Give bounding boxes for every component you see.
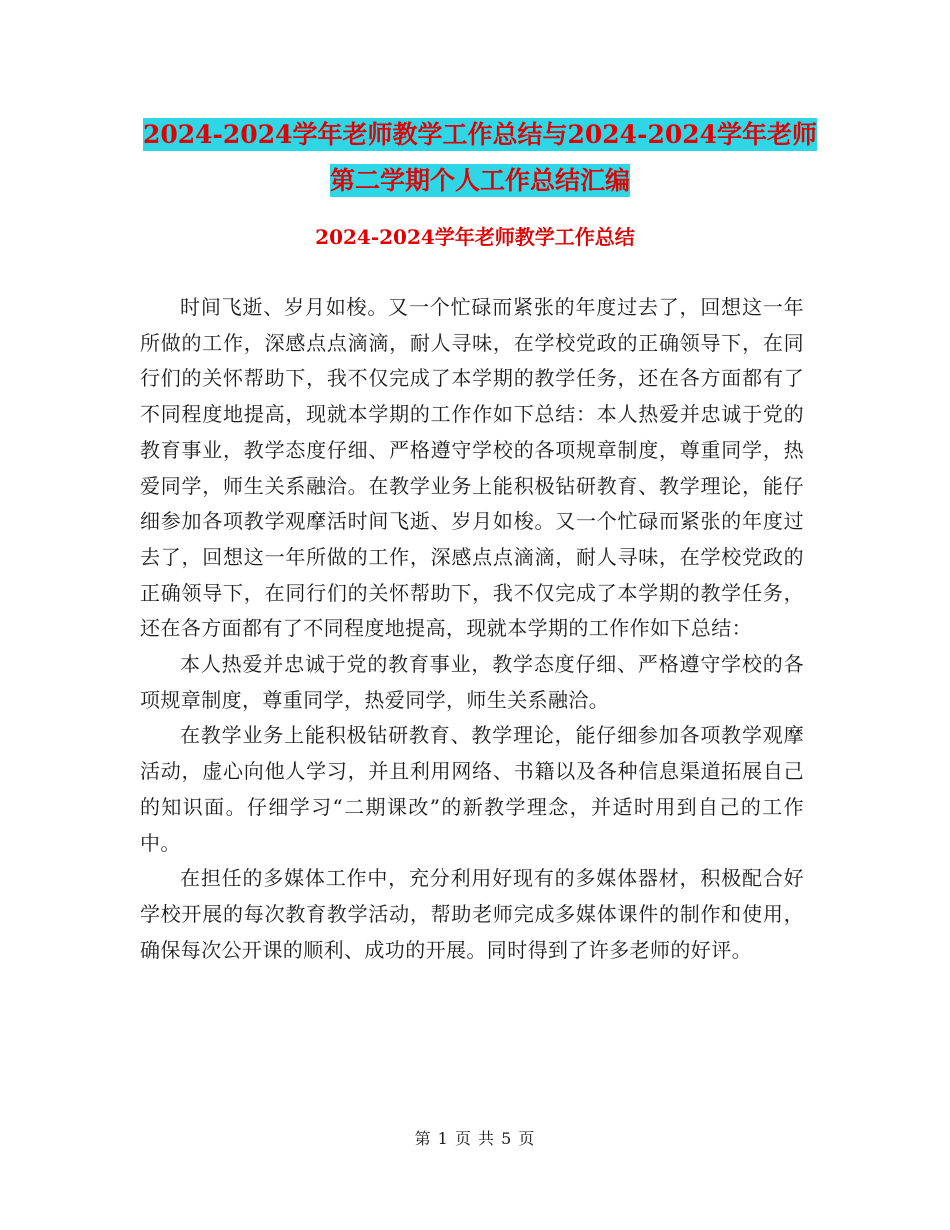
paragraph-1: 时间飞逝、岁月如梭。又一个忙碌而紧张的年度过去了，回想这一年所做的工作，深感点点滴滴，耐人寻味，在学校党政的正确领导下，在同行们的关怀帮助下，我不仅完成了本学期的教学任务，还在各方面都有了不同程度地提高，现就本学期的工作作如下总结：本人热爱并忠诚于党的教育事业，教学态度仔细、严格遵守学校的各项规章制度，尊重同学，热爱同学，师生关系融洽。在教学业务上能积极钻研教育、教学理论，能仔细参加各项教学观摩活时间飞逝、岁月如梭。又一个忙碌而紧张的年度过去了，回想这一年所做的工作，深感点点滴滴，耐人寻味，在学校党政的正确领导下，在同行们的关怀帮助下，我不仅完成了本学期的教学任务，还在各方面都有了不同程度地提高，现就本学期的工作作如下总结：	[140, 295, 804, 641]
document-title	[140, 112, 820, 204]
document-title-text: 2024-2024学年老师教学工作总结与2024-2024学年老师第二学期个人工作总结汇编	[142, 120, 818, 195]
document-body	[140, 290, 804, 968]
paragraph-4: 在担任的多媒体工作中，充分利用好现有的多媒体器材，积极配合好学校开展的每次教育教学活动，帮助老师完成多媒体课件的制作和使用，确保每次公开课的顺利、成功的开展。同时得到了许多老师的好评。	[140, 866, 804, 962]
paragraph-2: 本人热爱并忠诚于党的教育事业，教学态度仔细、严格遵守学校的各项规章制度，尊重同学，热爱同学，师生关系融洽。	[140, 652, 804, 712]
section-title: 2024-2024学年老师教学工作总结	[315, 225, 635, 249]
page-footer: 第 1 页 共 5 页	[414, 1129, 536, 1148]
paragraph-3: 在教学业务上能积极钻研教育、教学理论，能仔细参加各项教学观摩活动，虚心向他人学习，并且利用网络、书籍以及各种信息渠道拓展自己的知识面。仔细学习“二期课改”的新教学理念，并适时用到自己的工作中。	[140, 723, 804, 855]
